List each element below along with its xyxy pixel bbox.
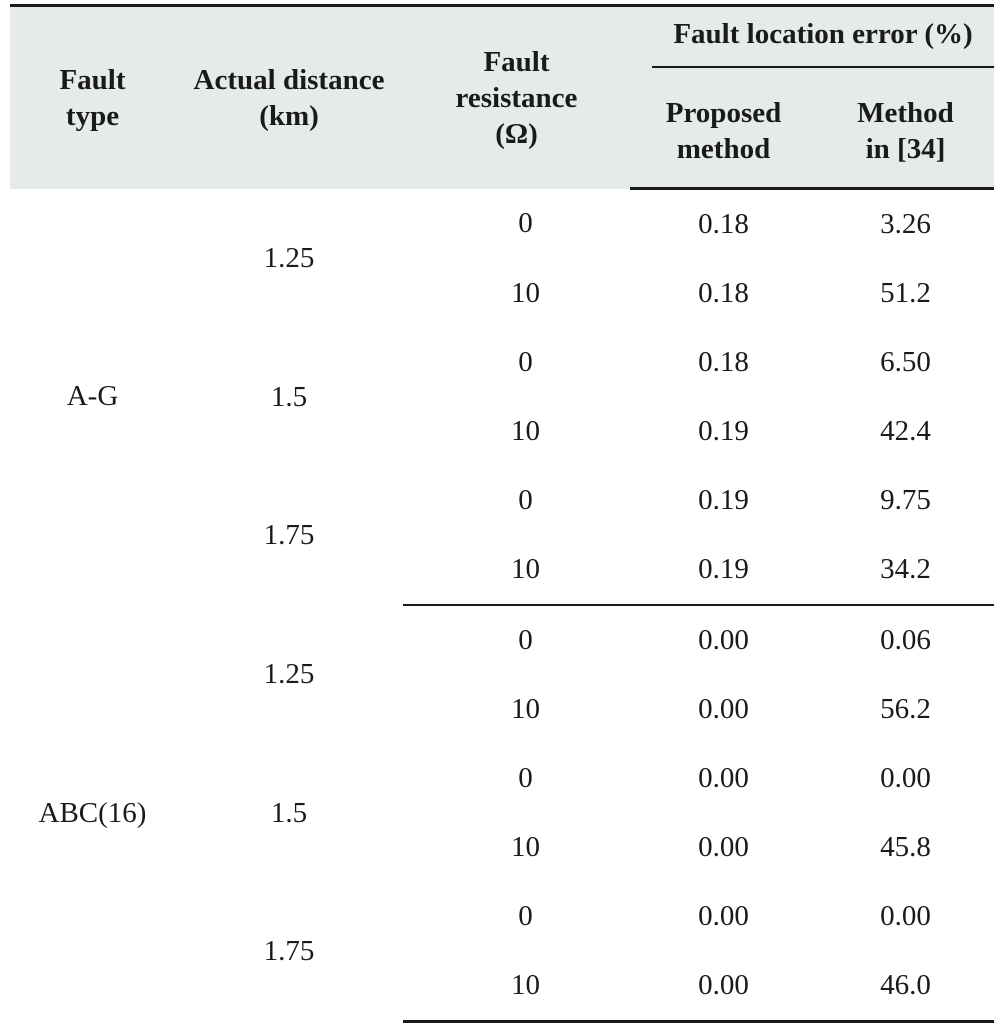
actual-distance-cell: 1.5 (270, 380, 308, 413)
fault-type-cell: ABC(16) (38, 796, 147, 829)
table-header (10, 6, 994, 189)
header-actual-distance: Actual distance (km) (175, 6, 403, 189)
proposed-method-error-cell: 0.19 (630, 535, 817, 605)
reference-method-error-cell: 46.0 (817, 951, 994, 1022)
proposed-method-error-cell: 0.18 (698, 346, 749, 378)
header-fault-resistance: Fault resistance (Ω) (403, 6, 630, 189)
reference-method-error-cell: 9.75 (880, 484, 931, 516)
actual-distance-cell: 1.25 (263, 241, 315, 274)
reference-method-error-cell: 42.4 (880, 415, 931, 447)
fault-resistance-cell: 10 (403, 535, 630, 605)
proposed-method-error-cell: 0.00 (630, 951, 817, 1022)
proposed-method-error-cell: 0.00 (698, 693, 749, 725)
header-fault-location-error: Fault location error (%) (630, 6, 994, 76)
table-body (10, 189, 994, 1022)
reference-method-error-cell: 45.8 (880, 831, 931, 863)
fault-location-table (10, 4, 994, 1023)
fault-resistance-cell: 10 (511, 831, 540, 863)
proposed-method-error-cell: 0.18 (698, 208, 749, 240)
header-reference-method: Method in [34] (817, 76, 994, 189)
fault-resistance-cell: 0 (518, 762, 533, 794)
reference-method-error-cell: 34.2 (817, 535, 994, 605)
fault-resistance-cell: 0 (518, 900, 533, 932)
proposed-method-error-cell: 0.19 (698, 415, 749, 447)
actual-distance-cell: 1.5 (270, 796, 308, 829)
fault-resistance-cell: 0 (518, 484, 533, 516)
fault-resistance-cell: 0 (518, 346, 533, 378)
table-row (10, 605, 994, 675)
fault-resistance-cell: 0 (518, 624, 533, 656)
reference-method-error-cell: 0.00 (880, 900, 931, 932)
fault-resistance-cell: 10 (511, 277, 540, 309)
header-fault-type: Fault type (10, 6, 175, 189)
proposed-method-error-cell: 0.00 (698, 900, 749, 932)
reference-method-error-cell: 51.2 (880, 277, 931, 309)
fault-location-table-container (10, 4, 994, 1023)
header-proposed-method: Proposed method (630, 76, 817, 189)
actual-distance-cell: 1.75 (263, 519, 315, 551)
fault-type-cell: A-G (66, 380, 119, 413)
reference-method-error-cell: 0.00 (880, 762, 931, 794)
table-row (10, 189, 994, 260)
proposed-method-error-cell: 0.00 (698, 624, 749, 656)
actual-distance-cell: 1.25 (263, 658, 315, 690)
reference-method-error-cell: 3.26 (880, 208, 931, 240)
proposed-method-error-cell: 0.19 (698, 484, 749, 516)
actual-distance-cell: 1.75 (263, 935, 315, 968)
reference-method-error-cell: 56.2 (880, 693, 931, 725)
reference-method-error-cell: 6.50 (880, 346, 931, 378)
proposed-method-error-cell: 0.00 (698, 831, 749, 863)
proposed-method-error-cell: 0.00 (698, 762, 749, 794)
fault-resistance-cell: 10 (511, 693, 540, 725)
fault-resistance-cell: 10 (403, 951, 630, 1022)
reference-method-error-cell: 0.06 (880, 624, 931, 656)
fault-resistance-cell: 0 (518, 207, 533, 240)
proposed-method-error-cell: 0.18 (698, 277, 749, 309)
fault-resistance-cell: 10 (511, 415, 540, 447)
